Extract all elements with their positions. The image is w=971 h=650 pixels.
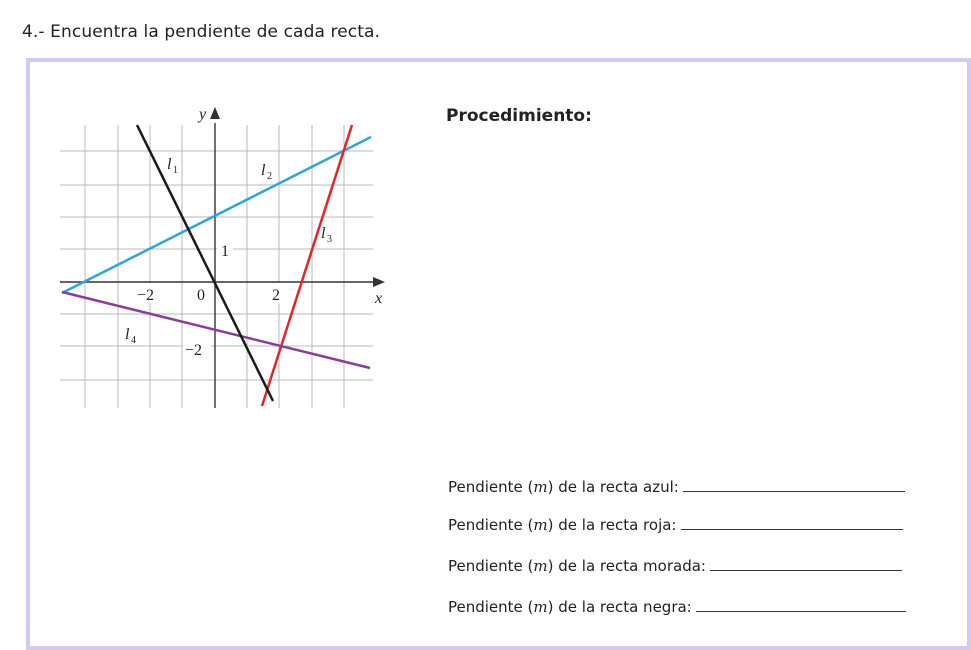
answer-purple: Pendiente (m) de la recta morada: (448, 557, 902, 575)
svg-text:4: 4 (131, 335, 136, 346)
svg-text:l: l (125, 326, 130, 343)
svg-text:1: 1 (173, 165, 178, 176)
answer-blue: Pendiente (m) de la recta azul: (448, 478, 905, 496)
answer-blank-purple[interactable] (710, 558, 902, 571)
tick-x-minus2: −2 (137, 287, 155, 304)
line-graph (55, 95, 383, 410)
label-l4 (125, 326, 136, 346)
grid-lines (60, 125, 373, 408)
tick-y-minus2: −2 (185, 342, 203, 359)
procedure-title: Procedimiento: (446, 106, 592, 126)
label-l3 (321, 225, 332, 245)
tick-y-1: 1 (221, 243, 229, 260)
svg-text:l: l (261, 162, 266, 179)
answer-red: Pendiente (m) de la recta roja: (448, 516, 903, 534)
answer-blank-black[interactable] (696, 599, 906, 612)
svg-text:2: 2 (267, 171, 272, 182)
line-red-l3 (262, 125, 352, 406)
line-black-l1 (137, 125, 273, 401)
y-axis-label: y (199, 106, 207, 123)
svg-text:l: l (167, 156, 172, 173)
label-l1 (167, 156, 178, 176)
tick-x-2: 2 (272, 287, 280, 304)
svg-text:3: 3 (327, 234, 332, 245)
x-axis-label: x (375, 290, 383, 307)
line-purple-l4 (62, 292, 370, 368)
line-blue-l2 (62, 137, 371, 293)
label-l2 (261, 162, 272, 182)
answer-blank-blue[interactable] (683, 479, 905, 492)
question-text: 4.- Encuentra la pendiente de cada recta. (22, 22, 380, 42)
svg-text:l: l (321, 225, 326, 242)
y-axis-arrow (210, 107, 220, 119)
answer-black: Pendiente (m) de la recta negra: (448, 598, 906, 616)
tick-x-0: 0 (197, 287, 205, 304)
answer-blank-red[interactable] (681, 517, 903, 530)
